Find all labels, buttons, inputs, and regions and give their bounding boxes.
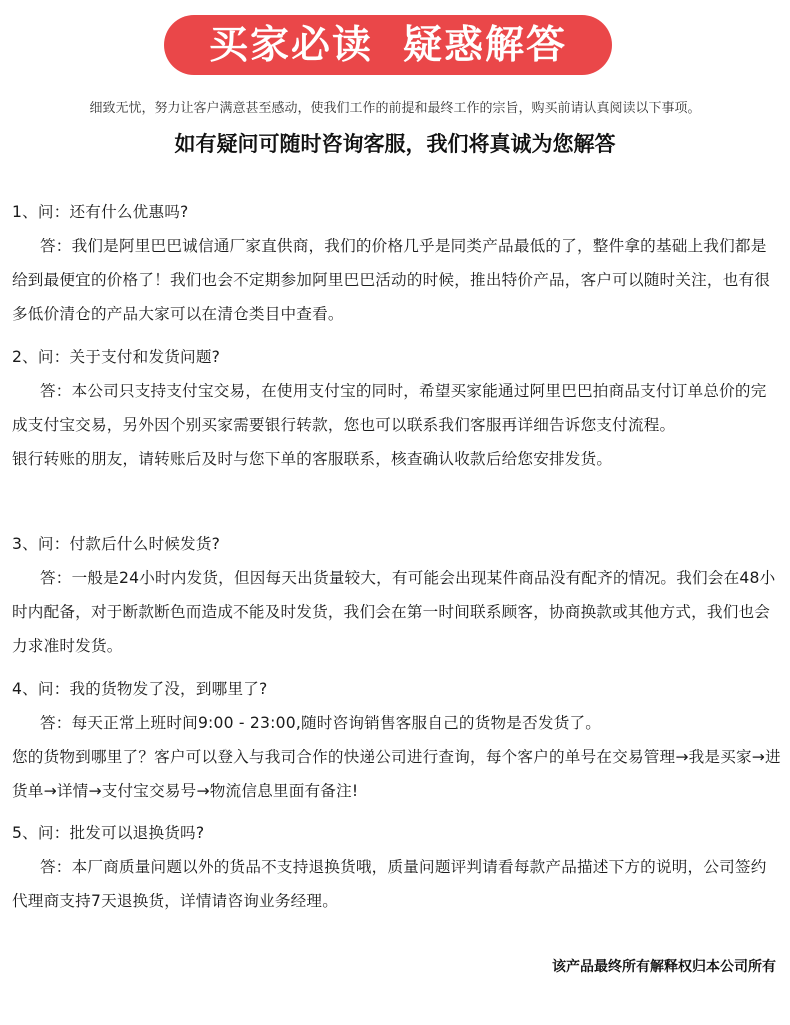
- answer: 答：本厂商质量问题以外的货品不支持退换货哦，质量问题评判请看每款产品描述下方的说明，公司签约代理商支持7天退换货，详情请咨询业务经理。: [12, 858, 767, 910]
- question: 3、问：付款后什么时候发货?: [12, 535, 221, 553]
- qa-item-4: [12, 672, 782, 808]
- banner-title-right: 疑惑解答: [403, 21, 568, 68]
- question: 2、问：关于支付和发货问题?: [12, 348, 221, 366]
- answer: 答：本公司只支持支付宝交易，在使用支付宝的同时，希望买家能通过阿里巴巴拍商品支付订单总价的完成支付宝交易，另外因个别买家需要银行转款，您也可以联系我们客服再详细告诉您支付流程。: [12, 382, 767, 434]
- copyright-note: 该产品最终所有解释权归本公司所有: [552, 959, 776, 975]
- answer: 答：我们是阿里巴巴诚信通厂家直供商，我们的价格几乎是同类产品最低的了，整件拿的基础上我们都是给到最便宜的价格了！我们也会不定期参加阿里巴巴活动的时候，推出特价产品，客户可以随时关注，也有很多低价清仓的产品大家可以在清仓类目中查看。: [12, 237, 771, 323]
- answer: 答：一般是24小时内发货，但因每天出货量较大，有可能会出现某件商品没有配齐的情况。我们会在48小时内配备，对于断款断色而造成不能及时发货，我们会在第一时间联系顾客，协商换款或其他方式，我们也会力求准时发货。: [12, 569, 776, 655]
- question: 5、问：批发可以退换货吗?: [12, 824, 205, 842]
- qa-item-5: [12, 816, 782, 918]
- title-banner: [164, 15, 612, 75]
- answer-extra: 您的货物到哪里了？客户可以登入与我司合作的快递公司进行查询，每个客户的单号在交易管理→我是买家→进货单→详情→支付宝交易号→物流信息里面有备注!: [12, 748, 781, 800]
- qa-item-1: [12, 195, 782, 331]
- question: 1、问：还有什么优惠吗?: [12, 203, 189, 221]
- subtitle: 细致无忧，努力让客户满意甚至感动，使我们工作的前提和最终工作的宗旨，购买前请认真阅读以下事项。: [89, 101, 701, 116]
- question: 4、问：我的货物发了没，到哪里了?: [12, 680, 268, 698]
- qa-item-2: [12, 340, 782, 476]
- headline: 如有疑问可随时咨询客服，我们将真诚为您解答: [174, 131, 616, 156]
- banner-title-left: 买家必读: [208, 21, 373, 68]
- qa-item-3: [12, 527, 782, 663]
- answer-extra: 银行转账的朋友，请转账后及时与您下单的客服联系，核查确认收款后给您安排发货。: [12, 450, 613, 468]
- answer: 答：每天正常上班时间9:00 - 23:00,随时咨询销售客服自己的货物是否发货了。: [40, 714, 602, 732]
